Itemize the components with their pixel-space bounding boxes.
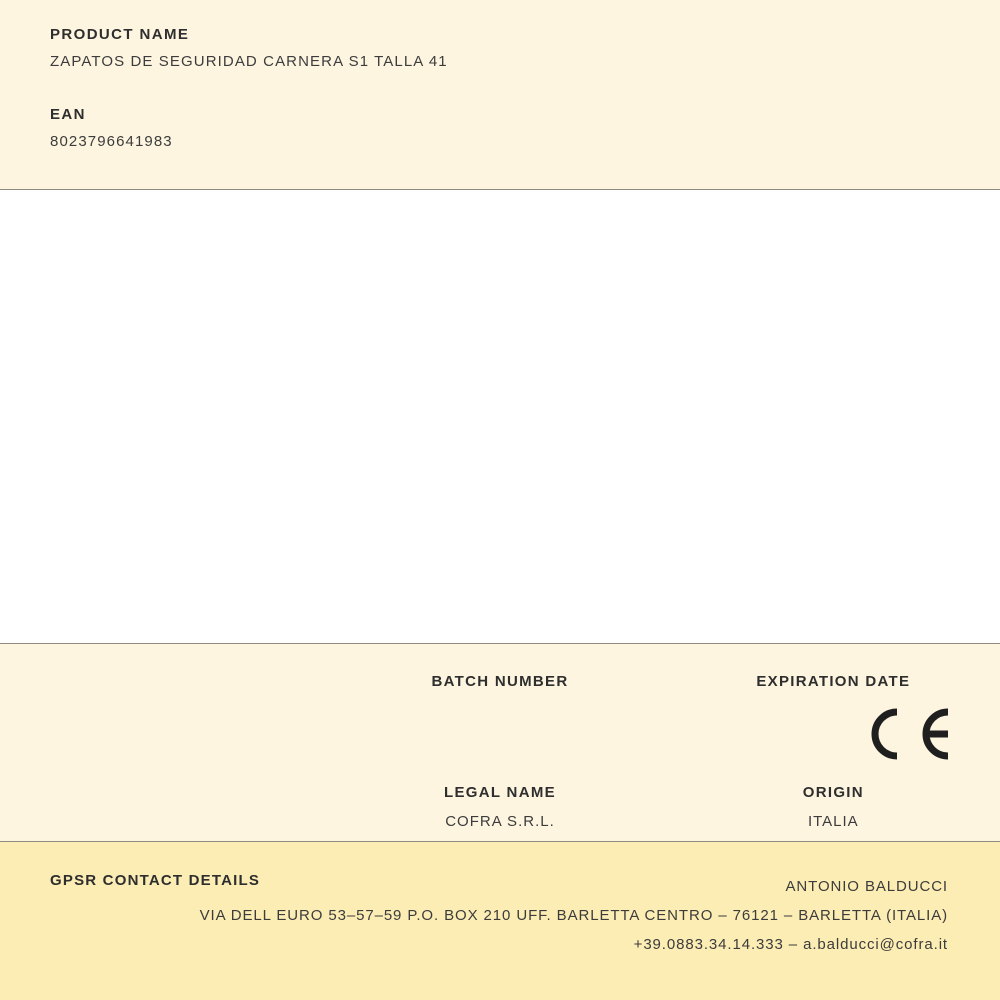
origin-field [667, 783, 1000, 832]
expiration-date-value [667, 701, 1000, 721]
details-section [0, 644, 1000, 842]
batch-number-label: BATCH NUMBER [431, 673, 569, 690]
contact-address: VIA DELL EURO 53–57–59 P.O. BOX 210 UFF. BARLETTA CENTRO – 76121 – BARLETTA (ITALIA) [199, 907, 948, 924]
details-cell-spacer-left [0, 672, 333, 721]
product-name-field [50, 26, 950, 70]
ean-label: EAN [50, 106, 86, 123]
details-cell-spacer-left-2 [0, 783, 333, 832]
footer-section [0, 842, 1000, 1000]
batch-number-field [333, 672, 666, 721]
origin-label: ORIGIN [802, 784, 864, 801]
expiration-date-field [667, 672, 1000, 721]
ean-value: 8023796641983 [50, 133, 173, 150]
legal-name-field [333, 783, 666, 832]
origin-value: ITALIA [807, 813, 859, 830]
legal-name-value: COFRA S.R.L. [445, 813, 555, 830]
blank-content-area [0, 190, 1000, 644]
contact-phone-email: +39.0883.34.14.333 – a.balducci@cofra.it [633, 936, 948, 953]
product-name-value: ZAPATOS DE SEGURIDAD CARNERA S1 TALLA 41 [50, 53, 448, 70]
header-section [0, 0, 1000, 190]
details-row [0, 672, 1000, 721]
contact-name: ANTONIO BALDUCCI [785, 878, 948, 895]
legal-name-label: LEGAL NAME [444, 784, 556, 801]
details-row [0, 783, 1000, 832]
ce-marking-icon [856, 704, 948, 764]
product-name-label: PRODUCT NAME [50, 26, 190, 43]
batch-number-value [333, 701, 666, 721]
expiration-date-label: EXPIRATION DATE [756, 673, 911, 690]
gpsr-contact-details-label: GPSR CONTACT DETAILS [50, 872, 261, 889]
ean-field [50, 106, 950, 150]
